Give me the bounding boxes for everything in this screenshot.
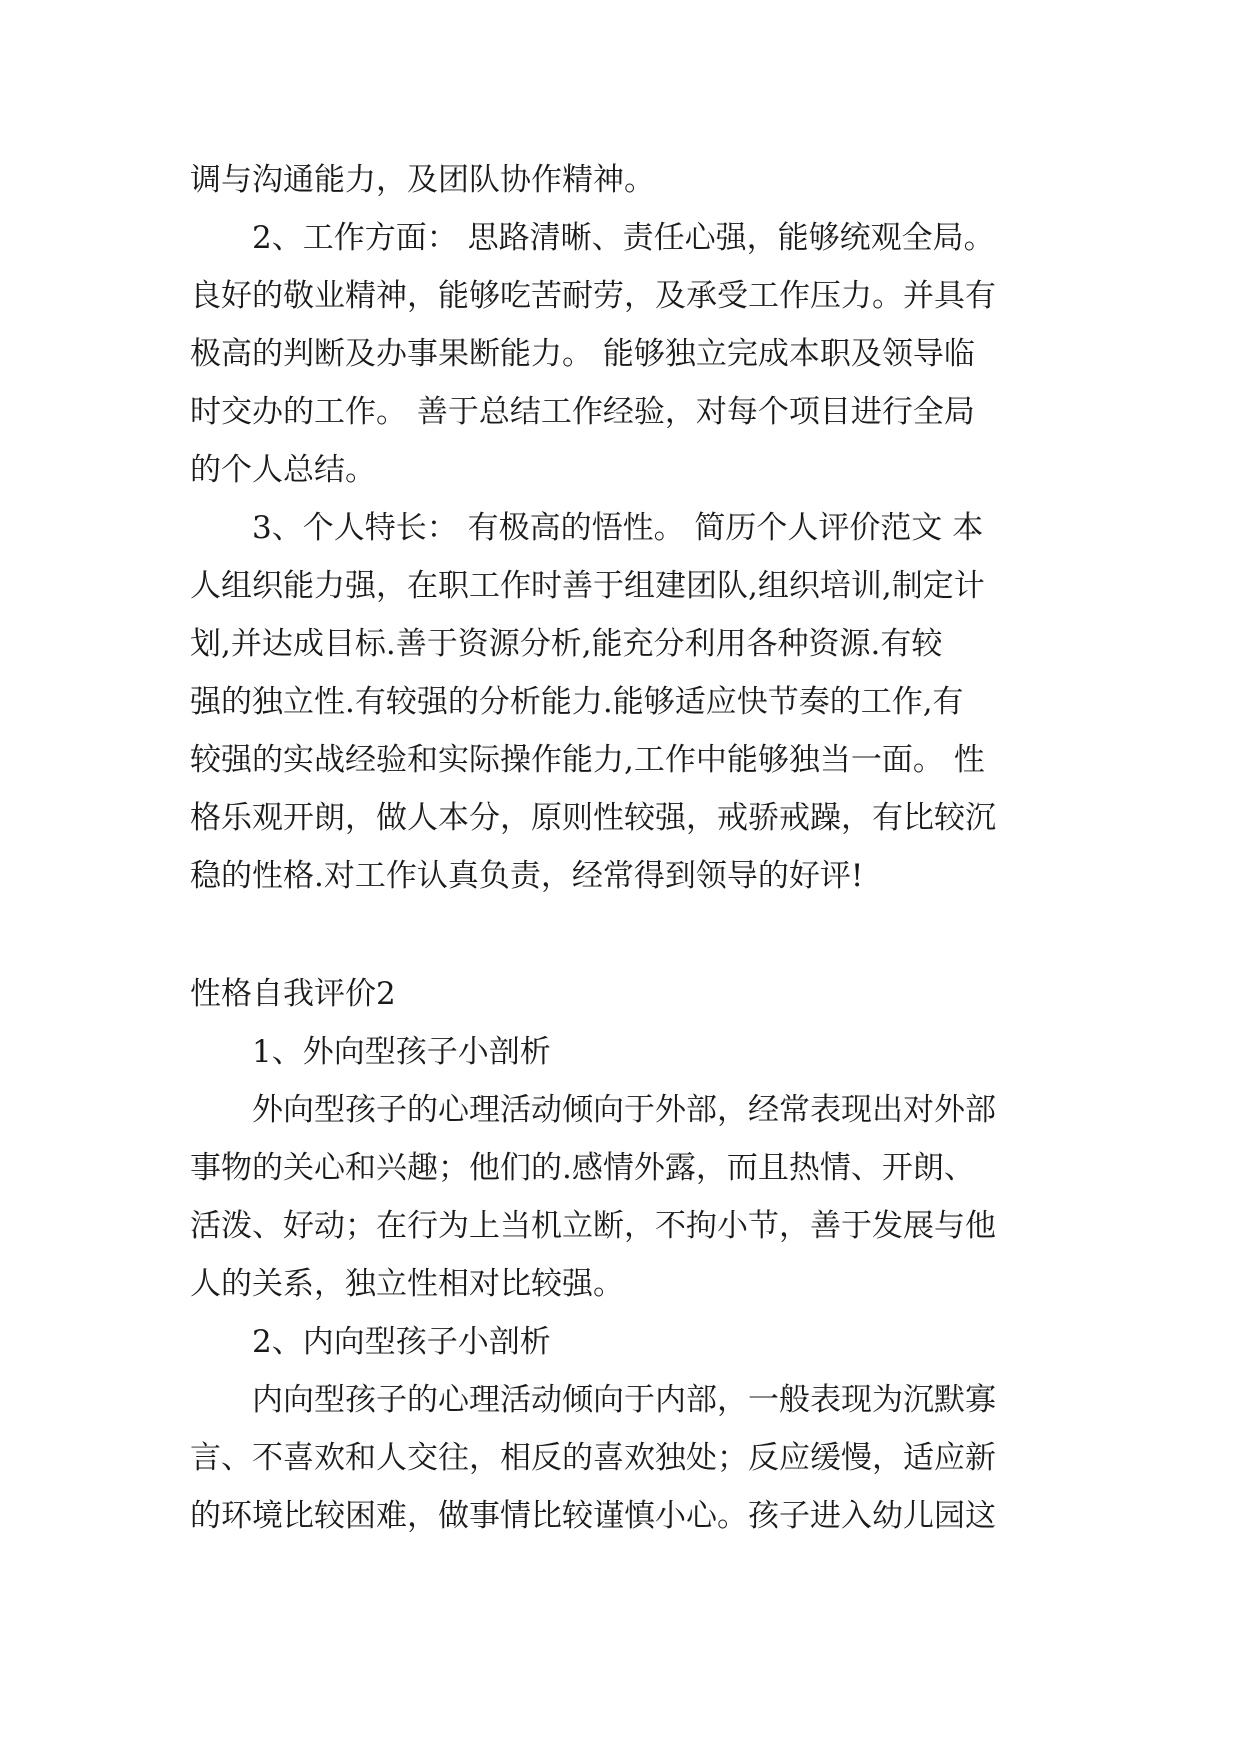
paragraph-line: 的环境比较困难，做事情比较谨慎小心。孩子进入幼儿园这 bbox=[190, 1498, 996, 1534]
paragraph-line: 时交办的工作。 善于总结工作经验，对每个项目进行全局 bbox=[190, 394, 975, 430]
paragraph-line: 极高的判断及办事果断能力。 能够独立完成本职及领导临 bbox=[190, 336, 975, 372]
paragraph-line: 人组织能力强，在职工作时善于组建团队,组织培训,制定计 bbox=[190, 568, 985, 604]
paragraph-line: 人的关系，独立性相对比较强。 bbox=[190, 1266, 624, 1302]
paragraph-line: 强的独立性.有较强的分析能力.能够适应快节奏的工作,有 bbox=[190, 684, 964, 720]
subheading: 2、内向型孩子小剖析 bbox=[252, 1324, 551, 1360]
subheading: 1、外向型孩子小剖析 bbox=[252, 1034, 551, 1070]
paragraph-line: 事物的关心和兴趣；他们的.感情外露，而且热情、开朗、 bbox=[190, 1150, 975, 1186]
paragraph-line: 稳的性格.对工作认真负责，经常得到领导的好评! bbox=[190, 858, 864, 894]
paragraph-line: 2、工作方面： 思路清晰、责任心强，能够统观全局。 bbox=[252, 220, 995, 256]
paragraph-line: 外向型孩子的心理活动倾向于外部，经常表现出对外部 bbox=[252, 1092, 996, 1128]
paragraph-line: 良好的敬业精神，能够吃苦耐劳，及承受工作压力。并具有 bbox=[190, 278, 996, 314]
paragraph-line: 的个人总结。 bbox=[190, 452, 376, 488]
paragraph-line: 活泼、好动；在行为上当机立断，不拘小节，善于发展与他 bbox=[190, 1208, 996, 1244]
section-heading: 性格自我评价2 bbox=[190, 976, 396, 1012]
paragraph-line: 3、个人特长： 有极高的悟性。 简历个人评价范文 本 bbox=[252, 510, 984, 546]
paragraph-line: 言、不喜欢和人交往，相反的喜欢独处；反应缓慢，适应新 bbox=[190, 1440, 996, 1476]
paragraph-line: 较强的实战经验和实际操作能力,工作中能够独当一面。 性 bbox=[190, 742, 985, 778]
paragraph-line: 内向型孩子的心理活动倾向于内部，一般表现为沉默寡 bbox=[252, 1382, 996, 1418]
paragraph-line: 调与沟通能力，及团队协作精神。 bbox=[190, 162, 655, 198]
paragraph-line: 格乐观开朗，做人本分，原则性较强，戒骄戒躁，有比较沉 bbox=[190, 800, 996, 836]
paragraph-line: 划,并达成目标.善于资源分析,能充分利用各种资源.有较 bbox=[190, 626, 943, 662]
